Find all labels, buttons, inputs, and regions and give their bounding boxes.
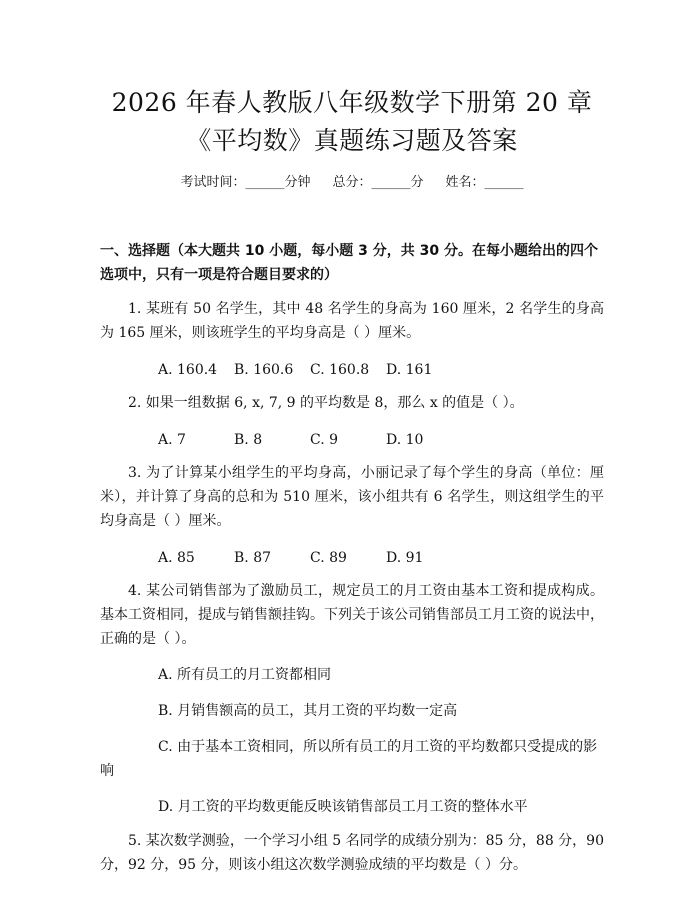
section-heading: 一、选择题（本大题共 10 小题，每小题 3 分，共 30 分。在每小题给出的四个选项中，只有一项是符合题目要求的） (100, 243, 598, 283)
option-a: A. 160.4 (158, 362, 218, 378)
question-3: 3. 为了计算某小组学生的平均身高，小丽记录了每个学生的身高（单位：厘米），并计算了身高的总和为 510 厘米，该小组共有 6 名学生，则这组学生的平均身高是（ ）厘米。 (100, 465, 604, 529)
question-1-options (100, 359, 604, 381)
option-a: A. 7 (158, 432, 186, 448)
total-score-field: 总分：______分 (332, 175, 424, 190)
option-b: B. 8 (234, 432, 263, 448)
option-d: D. 91 (386, 550, 424, 566)
option-b: B. 160.6 (234, 362, 294, 378)
option-b: B. 月销售额高的员工，其月工资的平均数一定高 (158, 703, 458, 719)
question-5: 5. 某次数学测验，一个学习小组 5 名同学的成绩分别为：85 分，88 分，90 分，92 分，95 分，则该小组这次数学测验成绩的平均数是（ ）分。 (100, 833, 604, 873)
option-c: C. 160.8 (310, 362, 370, 378)
question-3-options (100, 547, 604, 569)
document-title (100, 84, 604, 160)
option-a: A. 所有员工的月工资都相同 (158, 667, 332, 683)
option-d: D. 月工资的平均数更能反映该销售部员工月工资的整体水平 (158, 799, 528, 815)
question-2-options (100, 429, 604, 451)
exam-info (100, 173, 604, 193)
option-d: D. 161 (386, 362, 433, 378)
exam-time-field: 考试时间：______分钟 (180, 175, 311, 190)
option-d: D. 10 (386, 432, 424, 448)
option-c: C. 由于基本工资相同，所以所有员工的月工资的平均数都只受提成的影响 (100, 739, 598, 779)
student-name-field: 姓名：______ (445, 175, 524, 190)
option-a: A. 85 (158, 550, 195, 566)
title-line-1: 2026 年春人教版八年级数学下册第 20 章 (111, 88, 593, 117)
option-b: B. 87 (234, 550, 272, 566)
option-c: C. 89 (310, 550, 347, 566)
question-1: 1. 某班有 50 名学生，其中 48 名学生的身高为 160 厘米，2 名学生的身高为 165 厘米，则该班学生的平均身高是（ ）厘米。 (100, 301, 604, 341)
option-c: C. 9 (310, 432, 339, 448)
title-line-2: 《平均数》真题练习题及答案 (186, 126, 518, 155)
question-4: 4. 某公司销售部为了激励员工，规定员工的月工资由基本工资和提成构成。基本工资相同，提成与销售额挂钩。下列关于该公司销售部员工月工资的说法中，正确的是（ ）。 (100, 583, 604, 647)
question-2: 2. 如果一组数据 6, x, 7, 9 的平均数是 8，那么 x 的值是（ ）。 (128, 395, 524, 411)
